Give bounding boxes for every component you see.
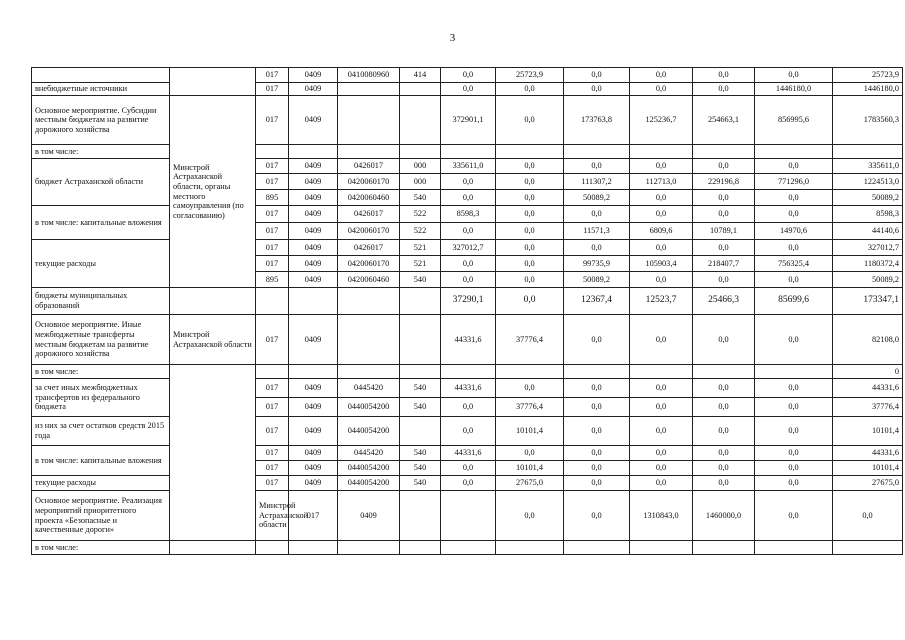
code-cell: 0409 [289,240,338,256]
amount-cell: 0,0 [496,190,564,206]
amount-cell: 0,0 [564,159,630,174]
amount-cell [833,541,903,555]
code-cell: 0409 [289,461,338,476]
amount-cell: 1446180,0 [755,83,833,96]
amount-cell [693,145,755,159]
code-cell: 0410080960 [338,68,400,83]
amount-cell [833,145,903,159]
code-cell: 0409 [289,417,338,446]
amount-cell: 0,0 [693,240,755,256]
code-cell [400,315,441,365]
amount-cell: 10101,4 [833,461,903,476]
code-cell: 0409 [289,476,338,491]
row-description: в том числе: [32,145,170,159]
responsible-executor: Минстрой Астраханской области [170,315,256,365]
code-cell: 0409 [289,379,338,398]
code-cell: 0426017 [338,240,400,256]
amount-cell: 0,0 [833,491,903,541]
responsible-executor [170,68,256,96]
amount-cell [564,145,630,159]
code-cell: 0409 [289,190,338,206]
code-cell [400,145,441,159]
code-cell: 0420060170 [338,256,400,272]
row-description: за счет иных межбюджетных трансфертов из федерального бюджета [32,379,170,417]
amount-cell: 0,0 [441,417,496,446]
amount-cell: 0,0 [496,83,564,96]
amount-cell: 0,0 [564,315,630,365]
amount-cell: 0,0 [441,398,496,417]
code-cell [256,541,289,555]
code-cell: 0420060460 [338,190,400,206]
amount-cell: 99735,9 [564,256,630,272]
code-cell: 000 [400,174,441,190]
amount-cell: 0,0 [564,68,630,83]
amount-cell: 0,0 [755,379,833,398]
amount-cell: 0,0 [441,476,496,491]
amount-cell [496,145,564,159]
table-row [32,83,903,96]
code-cell: 0409 [289,256,338,272]
amount-cell: 0,0 [755,190,833,206]
row-description: бюджеты муниципальных образований [32,288,170,315]
code-cell: 017 [256,223,289,240]
amount-cell: 0,0 [630,398,693,417]
code-cell: 017 [256,315,289,365]
amount-cell: 8598,3 [441,206,496,223]
amount-cell: 82108,0 [833,315,903,365]
amount-cell: 0,0 [755,446,833,461]
code-cell [400,83,441,96]
amount-cell: 0,0 [755,417,833,446]
amount-cell: 0,0 [693,159,755,174]
table-row [32,379,903,398]
code-cell: 540 [400,461,441,476]
code-cell: 017 [256,398,289,417]
page-number: 3 [449,32,456,44]
amount-cell: 0,0 [564,83,630,96]
amount-cell: 44331,6 [833,379,903,398]
code-cell: 895 [256,272,289,288]
amount-cell: 254663,1 [693,96,755,145]
amount-cell [693,541,755,555]
amount-cell: 1180372,4 [833,256,903,272]
amount-cell: 0,0 [755,240,833,256]
code-cell: 414 [400,68,441,83]
amount-cell [496,541,564,555]
code-cell [338,83,400,96]
code-cell: 0409 [289,174,338,190]
code-cell: 0426017 [338,159,400,174]
amount-cell: 0,0 [755,159,833,174]
amount-cell: 44140,6 [833,223,903,240]
amount-cell: 8598,3 [833,206,903,223]
amount-cell: 50089,2 [833,190,903,206]
code-cell: 017 [256,446,289,461]
amount-cell: 0,0 [630,461,693,476]
amount-cell [630,145,693,159]
code-cell: 0440054200 [338,461,400,476]
amount-cell: 0,0 [755,491,833,541]
code-cell [400,491,441,541]
row-description [32,68,170,83]
responsible-executor [170,541,256,555]
budget-table [31,67,903,555]
code-cell: 0409 [289,315,338,365]
code-cell: 0409 [289,206,338,223]
code-cell: 540 [400,476,441,491]
code-cell: 540 [400,272,441,288]
amount-cell: 0,0 [693,68,755,83]
row-description: внебюджетные источники [32,83,170,96]
code-cell: 0409 [289,83,338,96]
code-cell: 0420060460 [338,272,400,288]
amount-cell: 0,0 [564,379,630,398]
code-cell: 017 [256,68,289,83]
amount-cell: 50089,2 [564,272,630,288]
amount-cell: 0,0 [564,206,630,223]
code-cell: 540 [400,379,441,398]
amount-cell: 0,0 [630,159,693,174]
responsible-executor: Минстрой Астраханской области [256,491,289,541]
code-cell [338,96,400,145]
code-cell: 0440054200 [338,398,400,417]
amount-cell [564,541,630,555]
amount-cell: 218407,7 [693,256,755,272]
code-cell: 000 [400,159,441,174]
code-cell: 0445420 [338,379,400,398]
code-cell: 017 [256,159,289,174]
amount-cell: 0,0 [564,446,630,461]
amount-cell [564,365,630,379]
amount-cell: 0,0 [441,83,496,96]
amount-cell: 0,0 [693,446,755,461]
amount-cell: 11571,3 [564,223,630,240]
code-cell: 0445420 [338,446,400,461]
amount-cell: 327012,7 [833,240,903,256]
code-cell: 0409 [289,223,338,240]
code-cell: 895 [256,190,289,206]
amount-cell: 27675,0 [833,476,903,491]
amount-cell: 0,0 [630,476,693,491]
code-cell: 0426017 [338,206,400,223]
amount-cell: 0,0 [441,68,496,83]
amount-cell: 173763,8 [564,96,630,145]
amount-cell: 0,0 [441,174,496,190]
amount-cell: 0,0 [564,491,630,541]
amount-cell: 0,0 [441,272,496,288]
code-cell [338,315,400,365]
responsible-executor [170,365,256,541]
amount-cell: 229196,8 [693,174,755,190]
row-description: из них за счет остатков средств 2015 года [32,417,170,446]
code-cell: 521 [400,256,441,272]
code-cell: 017 [256,476,289,491]
amount-cell: 0,0 [630,379,693,398]
table-row [32,206,903,223]
amount-cell: 6809,6 [630,223,693,240]
amount-cell: 25723,9 [496,68,564,83]
amount-cell: 112713,0 [630,174,693,190]
table-row [32,96,903,145]
amount-cell [755,541,833,555]
amount-cell: 0,0 [441,223,496,240]
amount-cell: 372901,1 [441,96,496,145]
table-row [32,476,903,491]
row-description: Основное мероприятие. Субсидии местным бюджетам на развитие дорожного хозяйства [32,96,170,145]
amount-cell: 1783560,3 [833,96,903,145]
amount-cell: 50089,2 [833,272,903,288]
code-cell: 0420060170 [338,223,400,240]
amount-cell: 0,0 [630,417,693,446]
amount-cell: 856995,6 [755,96,833,145]
amount-cell: 335611,0 [441,159,496,174]
code-cell [289,288,338,315]
amount-cell: 0,0 [564,417,630,446]
code-cell: 540 [400,398,441,417]
amount-cell: 0,0 [693,379,755,398]
amount-cell: 0,0 [441,461,496,476]
code-cell: 017 [256,240,289,256]
code-cell: 0440054200 [338,417,400,446]
amount-cell: 0,0 [496,272,564,288]
amount-cell: 0,0 [496,174,564,190]
amount-cell: 0,0 [496,491,564,541]
row-description: в том числе: [32,365,170,379]
amount-cell: 173347,1 [833,288,903,315]
table-row [32,145,903,159]
code-cell: 0409 [289,398,338,417]
code-cell: 540 [400,446,441,461]
amount-cell: 10101,4 [496,461,564,476]
amount-cell: 0,0 [630,83,693,96]
amount-cell: 0,0 [630,446,693,461]
code-cell [400,541,441,555]
amount-cell: 27675,0 [496,476,564,491]
code-cell: 017 [256,461,289,476]
amount-cell: 0,0 [630,240,693,256]
amount-cell: 0,0 [496,96,564,145]
amount-cell: 0,0 [693,461,755,476]
amount-cell: 0 [833,365,903,379]
amount-cell: 0,0 [630,206,693,223]
code-cell: 522 [400,223,441,240]
amount-cell: 0,0 [693,83,755,96]
amount-cell: 125236,7 [630,96,693,145]
amount-cell: 1446180,0 [833,83,903,96]
amount-cell: 0,0 [755,476,833,491]
table-row [32,159,903,174]
amount-cell: 105903,4 [630,256,693,272]
amount-cell: 0,0 [564,398,630,417]
code-cell: 0409 [289,272,338,288]
amount-cell: 0,0 [693,417,755,446]
amount-cell: 0,0 [755,68,833,83]
amount-cell [630,365,693,379]
amount-cell [441,365,496,379]
code-cell: 017 [256,174,289,190]
code-cell [256,365,289,379]
table-row [32,240,903,256]
table-row [32,365,903,379]
amount-cell: 756325,4 [755,256,833,272]
amount-cell: 0,0 [564,240,630,256]
responsible-executor [170,288,256,315]
code-cell [256,145,289,159]
amount-cell: 44331,6 [441,446,496,461]
code-cell: 0409 [289,446,338,461]
code-cell [289,145,338,159]
table-row [32,315,903,365]
amount-cell: 0,0 [496,446,564,461]
code-cell [400,96,441,145]
amount-cell: 37776,4 [833,398,903,417]
amount-cell: 0,0 [496,240,564,256]
row-description: текущие расходы [32,476,170,491]
row-description: Основное мероприятие. Иные межбюджетные трансферты местным бюджетам на развитие дорожного хозяйства [32,315,170,365]
amount-cell [496,365,564,379]
code-cell: 017 [256,96,289,145]
amount-cell: 12367,4 [564,288,630,315]
code-cell: 521 [400,240,441,256]
code-cell: 017 [256,206,289,223]
amount-cell: 0,0 [693,315,755,365]
amount-cell: 37776,4 [496,315,564,365]
code-cell: 017 [256,83,289,96]
row-description: в том числе: капитальные вложения [32,206,170,240]
amount-cell [630,541,693,555]
code-cell: 540 [400,190,441,206]
amount-cell: 12523,7 [630,288,693,315]
table-row [32,446,903,461]
amount-cell [755,365,833,379]
amount-cell: 37776,4 [496,398,564,417]
amount-cell: 0,0 [755,398,833,417]
amount-cell: 0,0 [441,190,496,206]
amount-cell: 14970,6 [755,223,833,240]
code-cell: 0420060170 [338,174,400,190]
amount-cell: 10789,1 [693,223,755,240]
code-cell [338,288,400,315]
amount-cell: 44331,6 [441,379,496,398]
table-row [32,491,903,541]
amount-cell: 0,0 [441,256,496,272]
amount-cell: 0,0 [496,288,564,315]
table-row [32,417,903,446]
code-cell: 0409 [289,68,338,83]
code-cell [289,541,338,555]
row-description: в том числе: капитальные вложения [32,446,170,476]
amount-cell: 44331,6 [833,446,903,461]
code-cell: 522 [400,206,441,223]
amount-cell: 0,0 [496,206,564,223]
row-description: текущие расходы [32,240,170,288]
code-cell [400,288,441,315]
amount-cell [441,145,496,159]
row-description: Основное мероприятие. Реализация мероприятий приоритетного проекта «Безопасные и качественные дороги» [32,491,170,541]
amount-cell: 0,0 [693,272,755,288]
code-cell: 017 [256,417,289,446]
amount-cell: 0,0 [564,476,630,491]
code-cell: 0409 [289,159,338,174]
amount-cell: 0,0 [755,272,833,288]
code-cell [338,145,400,159]
code-cell: 017 [256,256,289,272]
amount-cell: 111307,2 [564,174,630,190]
amount-cell: 25723,9 [833,68,903,83]
amount-cell: 0,0 [496,379,564,398]
amount-cell: 1310843,0 [630,491,693,541]
amount-cell: 44331,6 [441,315,496,365]
table-row [32,68,903,83]
amount-cell: 0,0 [496,223,564,240]
code-cell [256,288,289,315]
code-cell: 017 [289,491,338,541]
amount-cell: 335611,0 [833,159,903,174]
amount-cell: 0,0 [693,476,755,491]
amount-cell: 0,0 [693,190,755,206]
amount-cell: 0,0 [693,398,755,417]
amount-cell: 85699,6 [755,288,833,315]
amount-cell: 1460000,0 [693,491,755,541]
responsible-executor: Минстрой Астраханской области, органы местного самоуправления (по согласованию) [170,96,256,288]
code-cell: 0440054200 [338,476,400,491]
amount-cell: 0,0 [755,315,833,365]
amount-cell [755,145,833,159]
amount-cell: 0,0 [564,461,630,476]
table-row [32,541,903,555]
amount-cell: 0,0 [630,272,693,288]
amount-cell: 771296,0 [755,174,833,190]
amount-cell: 0,0 [496,256,564,272]
amount-cell: 0,0 [755,206,833,223]
table-row [32,288,903,315]
amount-cell: 0,0 [630,315,693,365]
code-cell [400,365,441,379]
code-cell: 017 [256,379,289,398]
amount-cell: 0,0 [755,461,833,476]
amount-cell: 37290,1 [441,288,496,315]
code-cell: 0409 [338,491,400,541]
amount-cell [441,541,496,555]
amount-cell: 10101,4 [833,417,903,446]
amount-cell: 1224513,0 [833,174,903,190]
amount-cell: 10101,4 [496,417,564,446]
code-cell: 0409 [289,96,338,145]
amount-cell: 327012,7 [441,240,496,256]
amount-cell: 0,0 [630,190,693,206]
amount-cell: 0,0 [630,68,693,83]
code-cell [338,541,400,555]
amount-cell [693,365,755,379]
row-description: в том числе: [32,541,170,555]
code-cell [400,417,441,446]
code-cell [441,491,496,541]
row-description: бюджет Астраханской области [32,159,170,206]
amount-cell: 0,0 [496,159,564,174]
amount-cell: 0,0 [693,206,755,223]
code-cell [338,365,400,379]
code-cell [289,365,338,379]
amount-cell: 25466,3 [693,288,755,315]
amount-cell: 50089,2 [564,190,630,206]
